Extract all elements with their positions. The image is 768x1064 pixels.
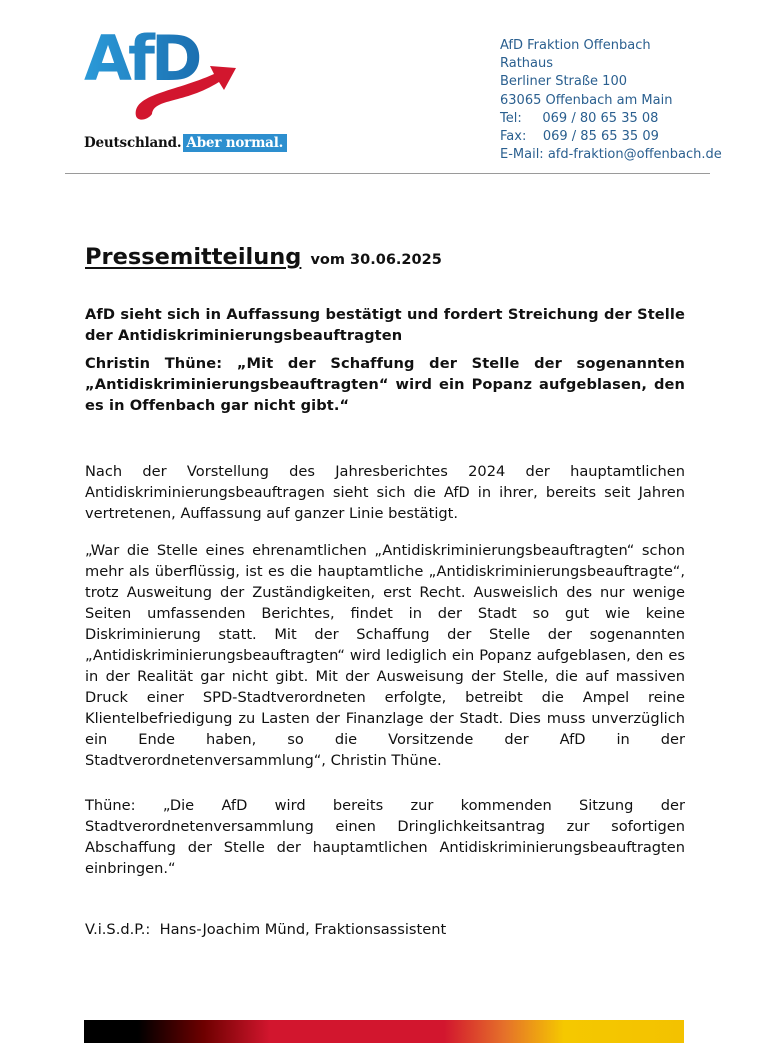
tagline-deutschland: Deutschland.	[84, 135, 182, 151]
headline: AfD sieht sich in Auffassung bestätigt und fordert Streichung der Stelle der Antidiskriminierungsbeauftragten	[85, 306, 685, 344]
header-divider	[65, 173, 710, 174]
address-line-phone: Tel: 069 / 80 65 35 08	[500, 110, 659, 126]
press-release-title	[85, 244, 442, 270]
title-date: vom 30.06.2025	[310, 252, 442, 268]
address-line-org: AfD Fraktion Offenbach	[500, 38, 651, 53]
body-paragraph: „War die Stelle eines ehrenamtlichen „Antidiskriminierungsbeauftragten“ schon mehr als überflüssig, ist es die hauptamtliche „Antidiskriminierungsbeauftragte“, trotz Ausweitung der Zuständigkeiten, erst Recht. Ausweislich des nur wenige Seiten umfassenden Berichtes, findet in der Stadt so gut wie keine Diskriminierung statt. Mit der Schaffung der Stelle der sogenannten „Antidiskriminierungsbeauftragten“ wird lediglich ein Popanz aufgeblasen, den es in der Realität gar nicht gibt. Mit der Ausweisung der Stelle, die auf massiven Druck einer SPD-Stadtverordneten erfolgte, betreibt die Ampel reine Klientelbefriedigung zu Lasten der Finanzlage der Stadt. Dies muss unverzüglich ein Ende haben, so die Vorsitzende der AfD in der Stadtverordnetenversammlung“, Christin Thüne.	[85, 542, 685, 769]
address-line-fax: Fax: 069 / 85 65 35 09	[500, 129, 659, 145]
address-line-street: Berliner Straße 100	[500, 74, 627, 90]
body-paragraph: Nach der Vorstellung des Jahresberichtes 2024 der hauptamtlichen Antidiskriminierungsbeauftragen sieht sich die AfD in ihrer, bereits seit Jahren vertretenen, Auffassung auf ganzer Linie bestätigt.	[85, 463, 685, 522]
visdp-signature: V.i.S.d.P.: Hans-Joachim Münd, Fraktionsassistent	[85, 921, 447, 938]
address-line-building: Rathaus	[500, 56, 554, 72]
address-line-city: 63065 Offenbach am Main	[500, 92, 673, 108]
subheadline-quote: Christin Thüne: „Mit der Schaffung der Stelle der sogenannten „Antidiskriminierungsbeauftragten“ wird ein Popanz aufgeblasen, den es in Offenbach gar nicht gibt.“	[85, 355, 685, 414]
address-line-email[interactable]: E-Mail: afd-fraktion@offenbach.de	[500, 147, 722, 163]
title-pressemitteilung: Pressemitteilung	[85, 244, 302, 270]
tagline-aber-normal: Aber normal.	[183, 134, 287, 152]
afd-logo-mark	[84, 28, 244, 128]
body-paragraph: Thüne: „Die AfD wird bereits zur kommenden Sitzung der Stadtverordnetenversammlung einen Dringlichkeitsantrag zur sofortigen Abschaffung der Stelle der hauptamtlichen Antidiskriminierungsbeauftragten einbringen.“	[85, 797, 685, 877]
afd-logo	[84, 28, 304, 156]
flag-color-bar	[84, 1020, 684, 1043]
tagline	[84, 135, 287, 151]
address-block	[500, 37, 722, 164]
afd-logo-text: AfD	[84, 28, 199, 95]
